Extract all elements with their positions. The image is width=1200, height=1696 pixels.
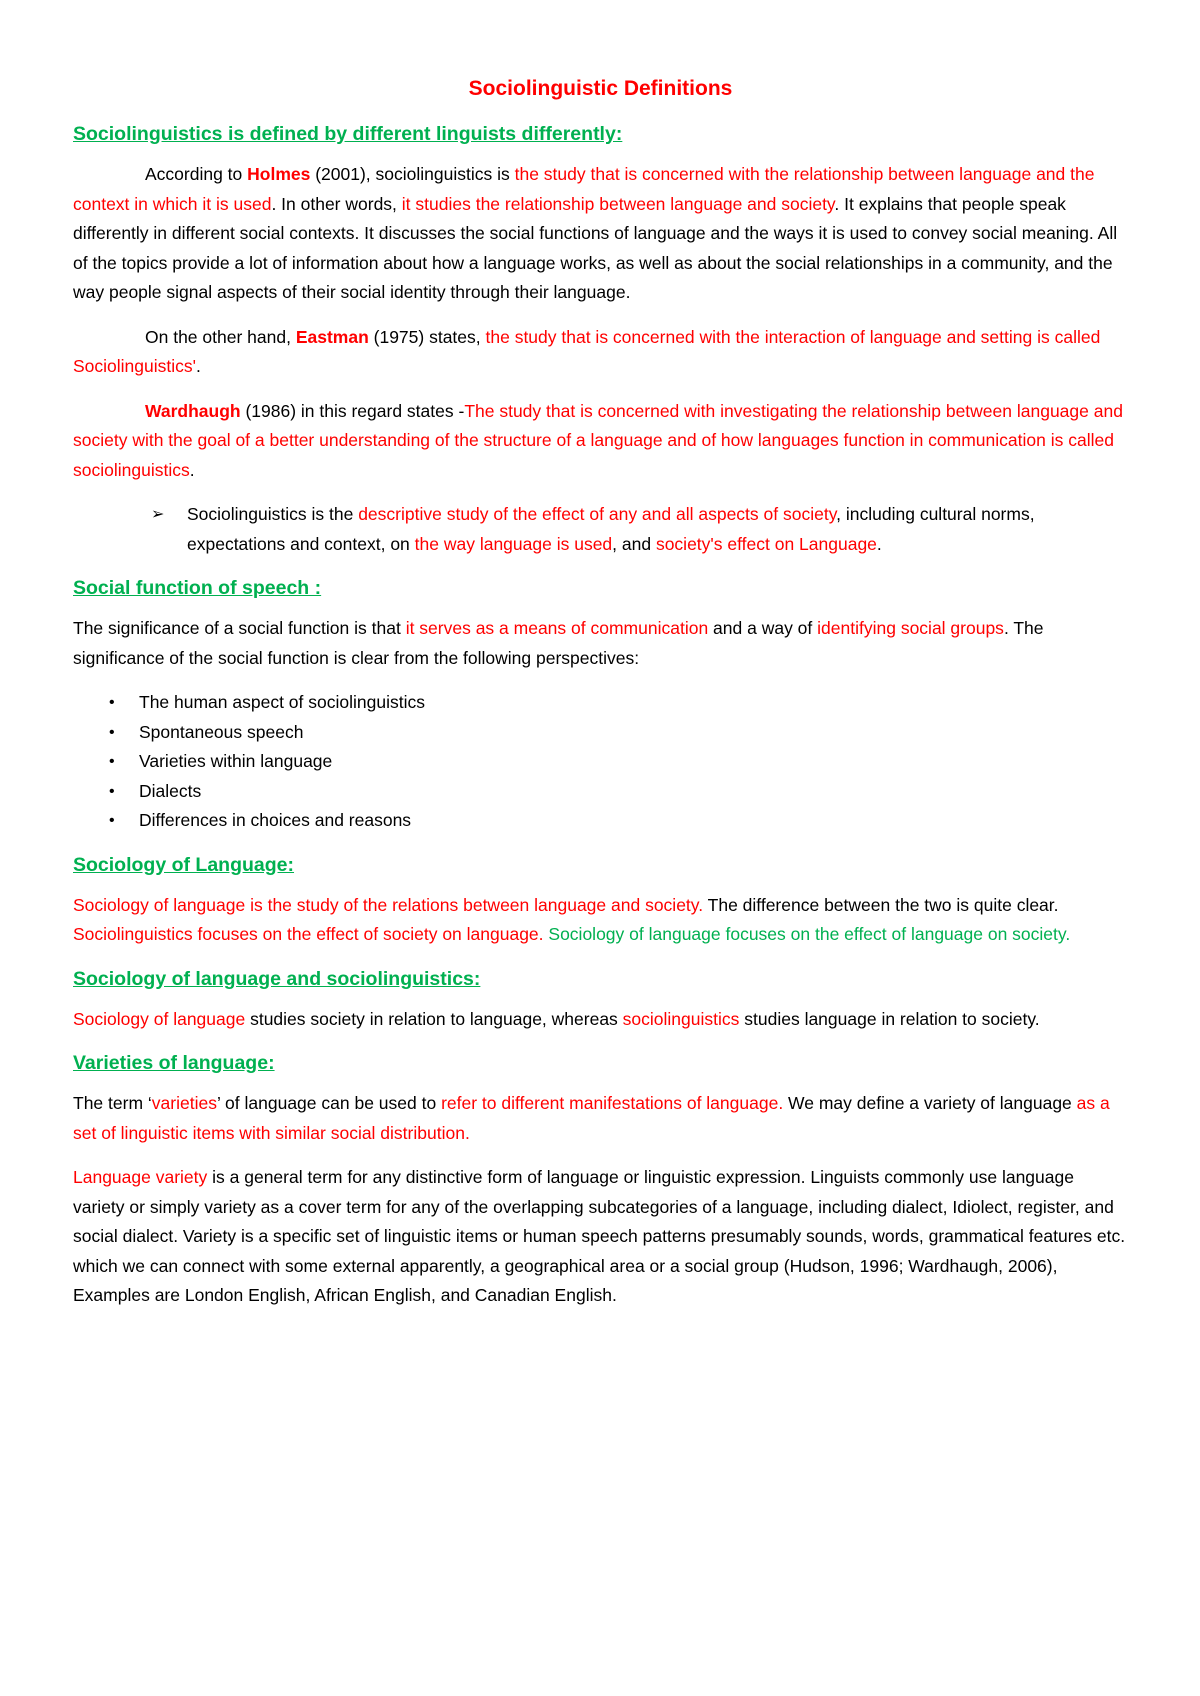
arrow-item-text: Sociolinguistics is the descriptive study of the effect of any and all aspects of society, including cultural norms, expectations and context, on the way language is used, and society's effect on Language. [187, 504, 1035, 554]
highlight-definition: the study that is concerned with the interaction of language and setting is called Sociolinguistics' [73, 326, 1101, 376]
bullet-list [73, 688, 1128, 836]
list-item: • Spontaneous speech [109, 718, 1128, 748]
paragraph-holmes: According to Holmes (2001), sociolinguistics is the study that is concerned with the relationship between language and the context in which it is used. In other words, it studies the relationship between language and society. It explains that people speak differently in different social contexts. It discusses the social functions of language and the ways it is used to convey social meaning. All of the topics provide a lot of information about how a language works, as well as about the social relationships in a community, and the way people signal aspects of their social identity through their language. [73, 164, 1118, 302]
heading-sociology-and-sociolinguistics: Sociology of language and sociolinguistics: [73, 967, 481, 990]
list-item: • Varieties within language [109, 747, 1128, 777]
paragraph-wardhaugh: Wardhaugh (1986) in this regard states -The study that is concerned with investigating the relationship between language and society with the goal of a better understanding of the structure of a language and of how languages function in communication is called sociolinguistics. [73, 400, 1123, 480]
arrow-bullet-icon: ➢ [151, 506, 165, 523]
heading-sociology-of-language: Sociology of Language: [73, 853, 295, 876]
paragraph-sociology-vs: Sociology of language studies society in relation to language, whereas sociolinguistics studies language in relation to society. [73, 1008, 1040, 1029]
paragraph-language-variety: Language variety is a general term for any distinctive form of language or linguistic expression. Linguists commonly use language variety or simply variety as a cover term for any of the overlapping subcategories of a language, including dialect, Idiolect, register, and social dialect. Variety is a specific set of linguistic items or human speech patterns presumably sounds, words, grammatical features etc. which we can connect with some external apparently, a geographical area or a social group (Hudson, 1996; Wardhaugh, 2006), Examples are London English, African English, and Canadian English. [73, 1167, 1126, 1305]
heading-social-function: Social function of speech : [73, 577, 322, 599]
heading-definitions: Sociolinguistics is defined by different linguists differently: [73, 123, 623, 145]
highlight-definition: it studies the relationship between language and society [401, 193, 835, 214]
highlight-definition: The study that is concerned with investigating the relationship between language and society with the goal of a better understanding of the structure of a language and of how languages function in communication is called sociolinguistics [73, 400, 1123, 480]
page-title: Sociolinguistic Definitions [468, 77, 733, 100]
list-item: • The human aspect of sociolinguistics [109, 688, 1128, 718]
bullet-icon: • [109, 723, 115, 741]
highlight-definition: the study that is concerned with the relationship between language and the context in which it is used [73, 164, 1095, 214]
arrow-list-item [73, 500, 1128, 559]
bullet-icon: • [109, 782, 115, 800]
paragraph-eastman: On the other hand, Eastman (1975) states, the study that is concerned with the interaction of language and setting is called Sociolinguistics'. [73, 326, 1101, 376]
paragraph-varieties-term: The term ‘varieties’ of language can be used to refer to different manifestations of language. We may define a variety of language as a set of linguistic items with similar social distribution. [73, 1093, 1110, 1143]
list-item: • Dialects [109, 777, 1128, 807]
bullet-icon: • [109, 753, 115, 770]
bullet-icon: • [109, 694, 115, 711]
author-wardhaugh: Wardhaugh [145, 400, 241, 421]
author-holmes: Holmes [247, 164, 311, 184]
paragraph-sociology: Sociology of language is the study of the relations between language and society. The difference between the two is quite clear. Sociolinguistics focuses on the effect of society on language. Sociology of language focuses on the effect of language on society. [73, 894, 1071, 944]
bullet-icon: • [109, 812, 115, 829]
paragraph-social-function: The significance of a social function is that it serves as a means of communication and a way of identifying social groups. The significance of the social function is clear from the following perspectives: [73, 618, 1044, 668]
author-eastman: Eastman [295, 326, 369, 347]
list-item: • Differences in choices and reasons [109, 806, 1128, 836]
heading-varieties: Varieties of language: [73, 1052, 275, 1074]
